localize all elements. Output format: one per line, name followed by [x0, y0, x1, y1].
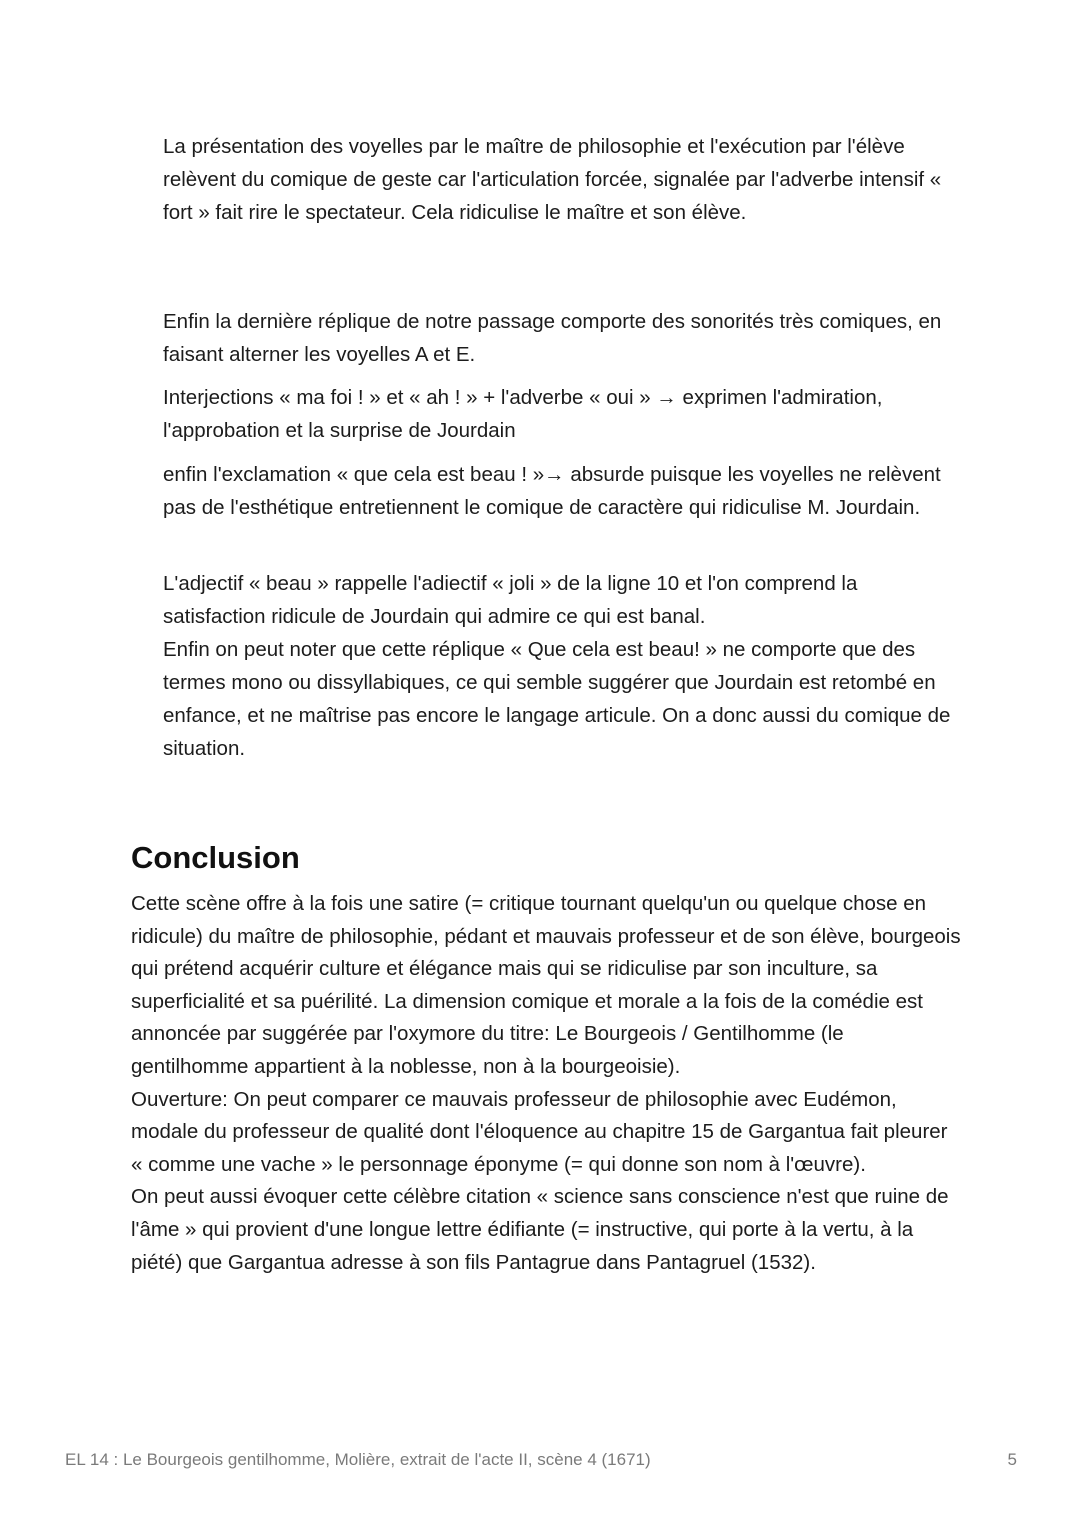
conclusion-heading: Conclusion — [131, 840, 300, 875]
paragraph-text: La présentation des voyelles par le maître de philosophie et l'exécution par l'élève relèvent du comique de geste car l'articulation forcée, signalée par l'adverbe intensif « fort » fait rire le spectateur. Cela ridiculise le maître et son élève. — [163, 135, 942, 224]
paragraph-text: Enfin la dernière réplique de notre passage comporte des sonorités très comiques, en faisant alterner les voyelles A et E. — [163, 310, 942, 366]
paragraph-text: enfin l'exclamation « que cela est beau ! »→ absurde puisque les voyelles ne relèvent pas de l'esthétique entretiennent le comique de caractère qui ridiculise M. Jourdain. — [163, 463, 941, 519]
footer-title: EL 14 : Le Bourgeois gentilhomme, Molière, extrait de l'acte II, scène 4 (1671) — [65, 1450, 651, 1469]
citation-paragraph: On peut aussi évoquer cette célèbre citation « science sans conscience n'est que ruine de l'âme » qui provient d'une longue lettre édifiante (= instructive, qui porte à la vertu, à la piété) que Gargantua adresse à son fils Pantagrue dans Pantagruel (1532). — [131, 1185, 949, 1274]
paragraph-sonorities — [163, 305, 953, 371]
page-number: 5 — [1007, 1450, 1017, 1469]
paragraph-exclamation — [163, 458, 953, 524]
paragraph-gesture-comedy — [163, 130, 953, 229]
paragraph-text: Interjections « ma foi ! » et « ah ! » + l'adverbe « oui » → exprimen l'admiration, l'approbation et la surprise de Jourdain — [163, 386, 883, 442]
conclusion-body — [131, 888, 961, 1279]
paragraph-text: Enfin on peut noter que cette réplique « Que cela est beau! » ne comporte que des termes mono ou dissyllabiques, ce qui semble suggérer que Jourdain est retombé en enfance, et ne maîtrise pas encore le langage articule. On a donc aussi du comique de situation. — [163, 638, 951, 760]
paragraph-text: L'adjectif « beau » rappelle l'adiectif « joli » de la ligne 10 et l'on comprend la satisfaction ridicule de Jourdain qui admire ce qui est banal. — [163, 572, 858, 628]
paragraph-interjections — [163, 381, 953, 447]
paragraph-adjective — [163, 567, 953, 765]
opening-paragraph: Ouverture: On peut comparer ce mauvais professeur de philosophie avec Eudémon, modale du professeur de qualité dont l'éloquence au chapitre 15 de Gargantua fait pleurer « comme une vache » le personnage éponyme (= qui donne son nom à l'œuvre). — [131, 1087, 948, 1176]
conclusion-paragraph: Cette scène offre à la fois une satire (= critique tournant quelqu'un ou quelque chose en ridicule) du maître de philosophie, pédant et mauvais professeur et de son élève, bourgeois qui prétend acquérir culture et élégance mais qui se ridiculise par son inculture, sa superficialité et sa puérilité. La dimension comique et morale a la fois de la comédie est annoncée par suggérée par l'oxymore du titre: Le Bourgeois / Gentilhomme (le gentilhomme appartient à la noblesse, non à la bourgeoisie). — [131, 892, 961, 1078]
